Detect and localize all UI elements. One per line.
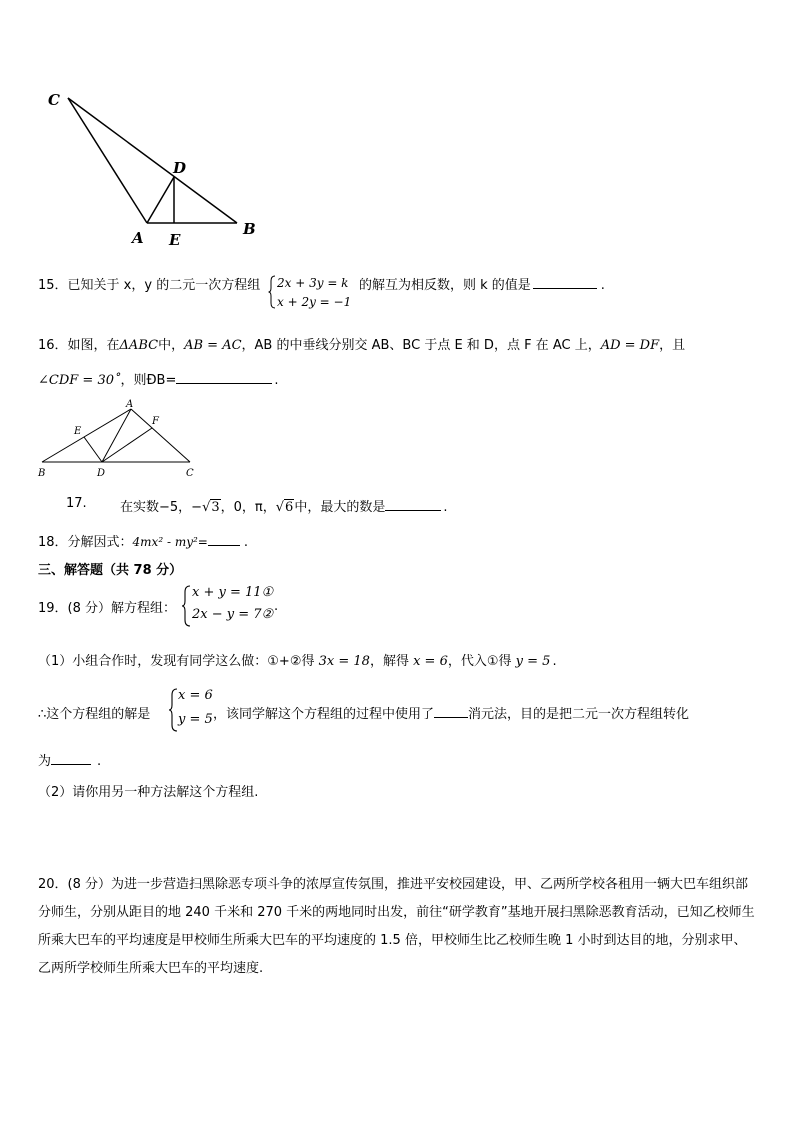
q19-part1-eq1: 3x = 18 [318, 654, 370, 669]
q16-line-2 [38, 369, 279, 388]
segment-ed [84, 437, 102, 462]
q16-text-a: 16．如图，在 [38, 338, 120, 353]
q16-line-1 [38, 334, 685, 353]
q19-part1-text-b: ，解得 [369, 654, 409, 669]
label-e2: E [74, 426, 82, 437]
q17-body [120, 496, 447, 515]
q19-part-1 [38, 650, 557, 669]
q15-answer-blank[interactable] [533, 276, 597, 289]
q17-sqrt6: 6 [285, 500, 294, 515]
q15-suffix-text: 的解互为相反数，则 k 的值是 [359, 278, 531, 293]
q18-end: . [243, 535, 248, 550]
q19-end: . [274, 599, 279, 614]
q17-answer-blank[interactable] [385, 498, 441, 511]
segment-cb [68, 98, 237, 223]
q16-triangle: ΔABC [119, 338, 159, 353]
q19-equation-2: 2x − y = 7② [192, 607, 274, 622]
figure-2-triangle [34, 396, 204, 480]
label-b2: B [38, 468, 46, 479]
q17-end: . [443, 500, 448, 515]
q16-text-d: ，且 [659, 338, 686, 353]
q19-prefix: 19．(8 分）解方程组： [38, 601, 177, 616]
q15-equation-1: 2x + 3y = k [277, 276, 349, 290]
label-f2: F [152, 416, 159, 427]
q19-solution-eq2: y = 5 [178, 712, 213, 727]
q19-purpose-blank[interactable] [51, 752, 91, 765]
label-a: A [132, 229, 144, 247]
q19-solution-line-2 [38, 750, 101, 769]
segment-ba [42, 409, 131, 462]
segment-da [102, 409, 131, 462]
label-c2: C [186, 468, 194, 479]
section-3-title: 三、解答题（共 78 分） [38, 563, 183, 578]
q19-part1-text-a: （1）小组合作时，发现有同学这么做：①+②得 [38, 654, 315, 669]
q19-solution-end: . [97, 754, 102, 769]
q18-line [38, 531, 248, 550]
q15-prefix: 15．已知关于 x，y 的二元一次方程组 [38, 278, 261, 293]
q19-part1-eq3: y = 5 [515, 654, 551, 669]
q18-expr: 4mx² - my²= [132, 535, 208, 549]
sqrt-icon: √ [202, 500, 211, 515]
brace-icon [168, 688, 178, 732]
label-d: D [173, 159, 187, 177]
q15-end: . [600, 278, 605, 293]
q18-answer-blank[interactable] [208, 533, 240, 546]
q16-answer-blank[interactable] [176, 371, 272, 384]
q16-eq-ad-df: AD = DF [600, 338, 660, 353]
q17-sqrt3: 3 [211, 500, 220, 515]
brace-icon [181, 585, 191, 627]
segment-ca [68, 98, 147, 223]
segment-df [102, 428, 152, 462]
q20-text: 20．(8 分）为进一步营造扫黑除恶专项斗争的浓厚宣传氛围，推进平安校园建设，甲、乙两所学校各租用一辆大巴车组织部分师生，分别从距目的地 240 千米和 270 千米的两地同时出发，前往“研学教育”基地开展扫黑除恶教育活动，已知乙校师生所乘大巴车的平均速度是甲校师生所乘大巴车的平均速度的 1.5 倍，甲校师生比乙校师生晚 1 小时到达目的地，分别求甲、乙两所学校师生所乘大巴车的平均速度. [38, 877, 755, 976]
q19-part1-end: . [552, 654, 557, 669]
label-b: B [243, 220, 256, 238]
label-a2: A [126, 399, 134, 410]
q16-eq-ab-ac: AB = AC [184, 338, 242, 353]
q17-number: 17. [66, 496, 87, 511]
q15-equation-2: x + 2y = −1 [277, 295, 352, 309]
q15-suffix [359, 274, 605, 293]
label-d2: D [97, 468, 106, 479]
q18-text: 18．分解因式： [38, 535, 133, 550]
q19-solution-text-c: 消元法，目的是把二元一次方程组转化 [468, 707, 690, 722]
q17-text-b: ，0，π， [220, 500, 276, 515]
q16-text-c: ，AB 的中垂线分别交 AB、BC 于点 E 和 D，点 F 在 AC 上， [241, 338, 601, 353]
brace-icon [268, 275, 276, 309]
q19-part-2: （2）请你用另一种方法解这个方程组. [38, 785, 259, 800]
q16-text-b: 中， [158, 338, 185, 353]
label-c: C [48, 91, 60, 109]
q16-end: . [274, 373, 279, 388]
sqrt-icon: √ [275, 500, 285, 515]
q19-equation-1: x + y = 11① [192, 585, 274, 600]
q19-solution-text [213, 703, 689, 722]
q19-solution-text-b: ，该同学解这个方程组的过程中使用了 [213, 707, 435, 722]
q19-part1-text-c: ，代入①得 [447, 654, 512, 669]
segment-ad [147, 177, 174, 223]
q17-text-c: 中，最大的数是 [294, 500, 386, 515]
q16-text-e: ，则ÐB= [120, 373, 177, 388]
figure-1-triangle [40, 85, 270, 255]
label-e: E [169, 231, 181, 249]
q16-angle: ∠CDF = 30˚ [38, 373, 121, 388]
q19-solution-text-d: 为 [38, 754, 52, 769]
q19-method-blank[interactable] [434, 705, 468, 718]
q19-part1-eq2: x = 6 [413, 654, 448, 669]
segment-ac [131, 409, 190, 462]
q19-solution-eq1: x = 6 [178, 688, 213, 703]
q17-text-a: 在实数−5，− [120, 500, 203, 515]
q19-solution-prefix: ∴这个方程组的解是 [38, 707, 151, 722]
